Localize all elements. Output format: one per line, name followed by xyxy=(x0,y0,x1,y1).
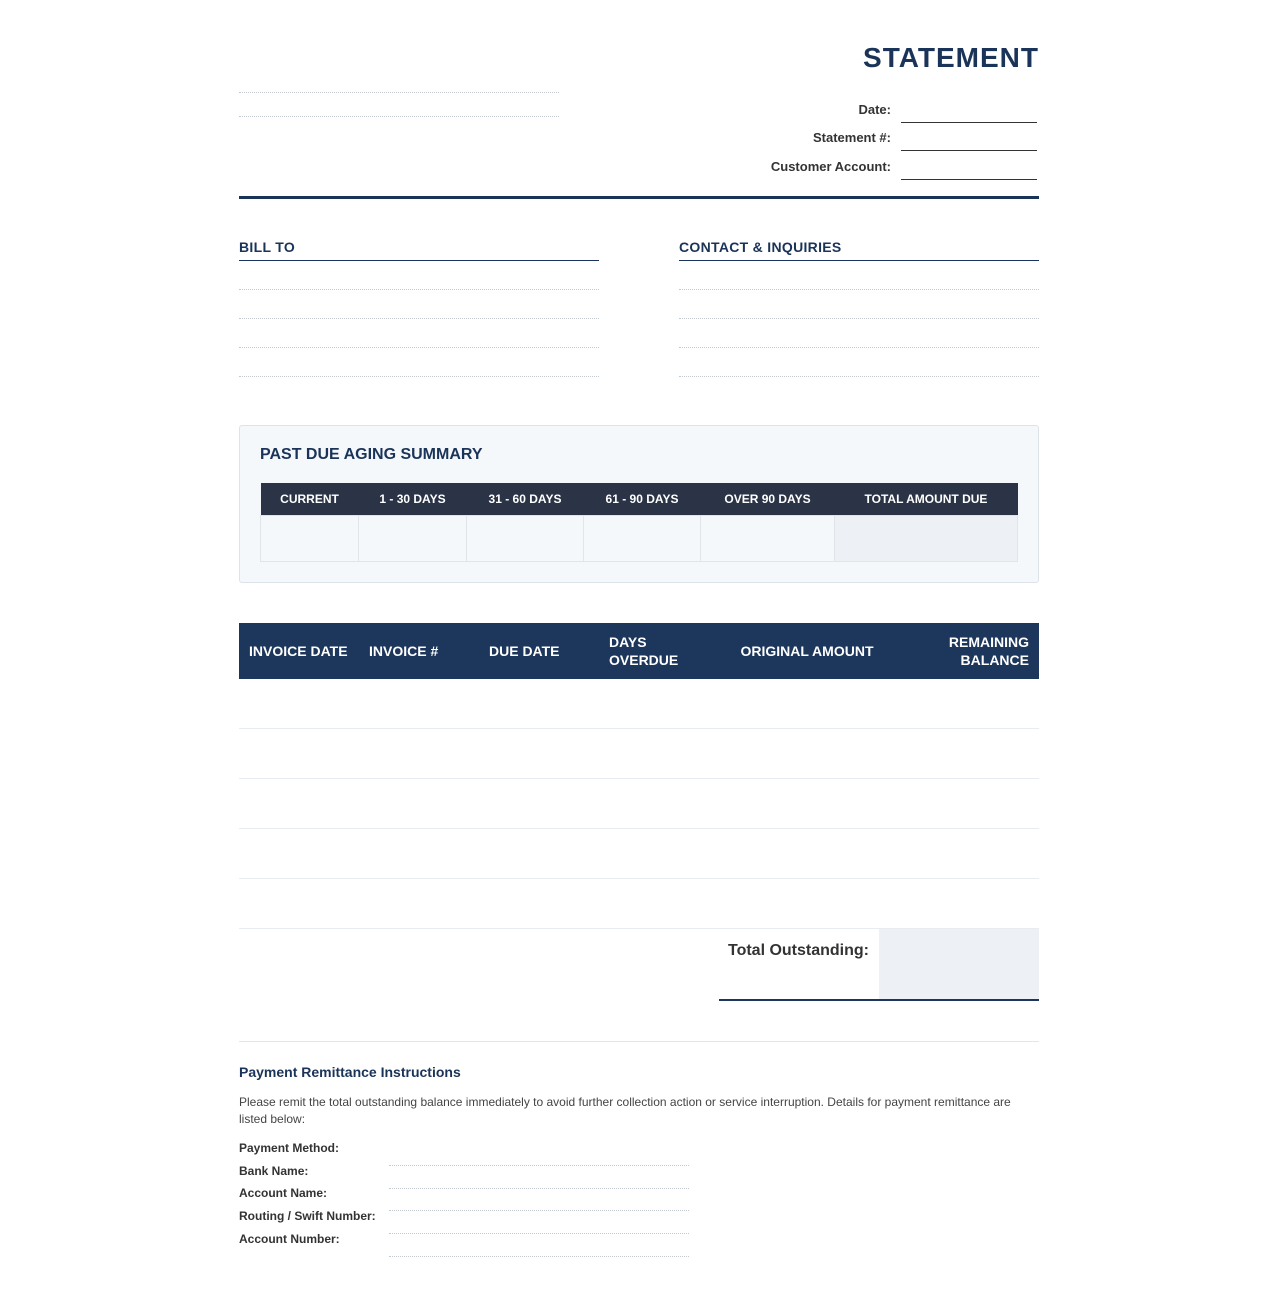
invoice-cell[interactable] xyxy=(895,679,1039,729)
aging-col-total: TOTAL AMOUNT DUE xyxy=(835,483,1018,516)
total-section xyxy=(239,929,1039,1001)
meta-row-date xyxy=(771,94,1037,123)
invoice-cell[interactable] xyxy=(895,779,1039,829)
invoice-cell[interactable] xyxy=(479,679,599,729)
company-line[interactable] xyxy=(239,92,559,93)
account-name-field[interactable] xyxy=(389,1192,689,1211)
routing-swift-field[interactable] xyxy=(389,1215,689,1234)
invoice-cell[interactable] xyxy=(599,729,719,779)
invoice-table xyxy=(239,623,1039,929)
invoice-cell[interactable] xyxy=(359,879,479,929)
contact-line[interactable] xyxy=(679,290,1039,319)
contact-block xyxy=(679,239,1039,377)
invoice-cell[interactable] xyxy=(719,729,895,779)
invoice-cell[interactable] xyxy=(239,779,359,829)
company-line[interactable] xyxy=(239,116,559,117)
aging-summary xyxy=(239,425,1039,583)
aging-61-90-cell[interactable] xyxy=(584,516,701,562)
aging-col-31-60: 31 - 60 DAYS xyxy=(467,483,584,516)
payment-method-field[interactable] xyxy=(389,1147,689,1166)
payment-method-label: Payment Method: xyxy=(239,1140,340,1155)
remittance-divider xyxy=(239,1041,1039,1042)
statement-header xyxy=(239,42,1039,196)
document-title: STATEMENT xyxy=(863,42,1039,73)
table-row xyxy=(239,879,1039,929)
account-number-field[interactable] xyxy=(389,1238,689,1257)
invoice-cell[interactable] xyxy=(359,729,479,779)
invoice-cell[interactable] xyxy=(479,779,599,829)
table-row xyxy=(239,779,1039,829)
bill-to-heading: BILL TO xyxy=(239,239,599,261)
remittance-text: Please remit the total outstanding balance immediately to avoid further collection action or service interruption. Details for payment remittance are listed below: xyxy=(239,1095,1011,1126)
bank-name-field[interactable] xyxy=(389,1170,689,1189)
aging-col-61-90: 61 - 90 DAYS xyxy=(584,483,701,516)
meta-row-customer-account xyxy=(771,151,1037,180)
aging-over-90-cell[interactable] xyxy=(701,516,835,562)
invoice-cell[interactable] xyxy=(479,729,599,779)
total-outstanding-box xyxy=(719,929,1039,1001)
invoice-cell[interactable] xyxy=(599,879,719,929)
contact-line[interactable] xyxy=(679,348,1039,377)
bank-name-label: Bank Name: xyxy=(239,1163,309,1178)
invoice-cell[interactable] xyxy=(239,879,359,929)
invoice-col-days-overdue: DAYS OVERDUE xyxy=(599,623,719,679)
aging-table xyxy=(260,483,1018,562)
invoice-cell[interactable] xyxy=(239,729,359,779)
bill-to-block xyxy=(239,239,599,377)
header-divider xyxy=(239,196,1039,199)
aging-value-row xyxy=(261,516,1018,562)
invoice-cell[interactable] xyxy=(719,879,895,929)
remittance-title: Payment Remittance Instructions xyxy=(239,1064,461,1080)
bill-to-line[interactable] xyxy=(239,261,599,290)
aging-title: PAST DUE AGING SUMMARY xyxy=(260,446,483,463)
total-outstanding-label: Total Outstanding: xyxy=(727,942,869,959)
aging-header-row xyxy=(261,483,1018,516)
aging-current-cell[interactable] xyxy=(261,516,359,562)
invoice-cell[interactable] xyxy=(479,829,599,879)
meta-row-statement-number xyxy=(771,123,1037,152)
contact-line[interactable] xyxy=(679,319,1039,348)
invoice-cell[interactable] xyxy=(599,829,719,879)
bill-to-line[interactable] xyxy=(239,319,599,348)
table-row xyxy=(239,829,1039,879)
contact-heading: CONTACT & INQUIRIES xyxy=(679,239,1039,261)
address-section xyxy=(239,239,1039,377)
table-row xyxy=(239,679,1039,729)
invoice-cell[interactable] xyxy=(359,829,479,879)
invoice-col-due-date: DUE DATE xyxy=(479,623,599,679)
statement-number-label: Statement #: xyxy=(812,130,891,145)
date-field[interactable] xyxy=(901,100,1037,123)
invoice-col-original-amount: ORIGINAL AMOUNT xyxy=(719,623,895,679)
invoice-cell[interactable] xyxy=(359,679,479,729)
invoice-cell[interactable] xyxy=(895,829,1039,879)
invoice-header-row xyxy=(239,623,1039,679)
statement-page xyxy=(239,0,1039,1251)
remittance-section xyxy=(239,1064,1039,1251)
total-outstanding-value[interactable] xyxy=(879,929,1039,999)
invoice-cell[interactable] xyxy=(719,679,895,729)
invoice-col-remaining-balance: REMAINING BALANCE xyxy=(895,623,1039,679)
account-number-label: Account Number: xyxy=(239,1231,340,1246)
date-label: Date: xyxy=(858,101,891,117)
invoice-cell[interactable] xyxy=(895,879,1039,929)
invoice-cell[interactable] xyxy=(239,829,359,879)
customer-account-label: Customer Account: xyxy=(770,158,891,174)
aging-1-30-cell[interactable] xyxy=(359,516,467,562)
bill-to-line[interactable] xyxy=(239,348,599,377)
statement-meta xyxy=(771,94,1037,180)
invoice-col-number: INVOICE # xyxy=(359,623,479,679)
routing-swift-label: Routing / Swift Number: xyxy=(239,1209,376,1224)
statement-number-field[interactable] xyxy=(901,128,1037,151)
invoice-cell[interactable] xyxy=(719,779,895,829)
company-info-lines xyxy=(239,92,559,140)
invoice-cell[interactable] xyxy=(239,679,359,729)
account-name-label: Account Name: xyxy=(239,1186,328,1201)
contact-line[interactable] xyxy=(679,261,1039,290)
aging-col-1-30: 1 - 30 DAYS xyxy=(359,483,467,516)
bill-to-line[interactable] xyxy=(239,290,599,319)
aging-31-60-cell[interactable] xyxy=(467,516,584,562)
aging-total-cell[interactable] xyxy=(835,516,1018,562)
invoice-cell[interactable] xyxy=(895,729,1039,779)
invoice-cell[interactable] xyxy=(359,779,479,829)
customer-account-field[interactable] xyxy=(901,157,1037,180)
invoice-cell[interactable] xyxy=(599,679,719,729)
invoice-cell[interactable] xyxy=(599,779,719,829)
invoice-cell[interactable] xyxy=(479,879,599,929)
table-row xyxy=(239,729,1039,779)
invoice-col-date: INVOICE DATE xyxy=(239,623,359,679)
aging-col-current: CURRENT xyxy=(261,483,359,516)
aging-col-over-90: OVER 90 DAYS xyxy=(701,483,835,516)
remit-row-payment-method xyxy=(239,1137,1039,1160)
invoice-cell[interactable] xyxy=(719,829,895,879)
